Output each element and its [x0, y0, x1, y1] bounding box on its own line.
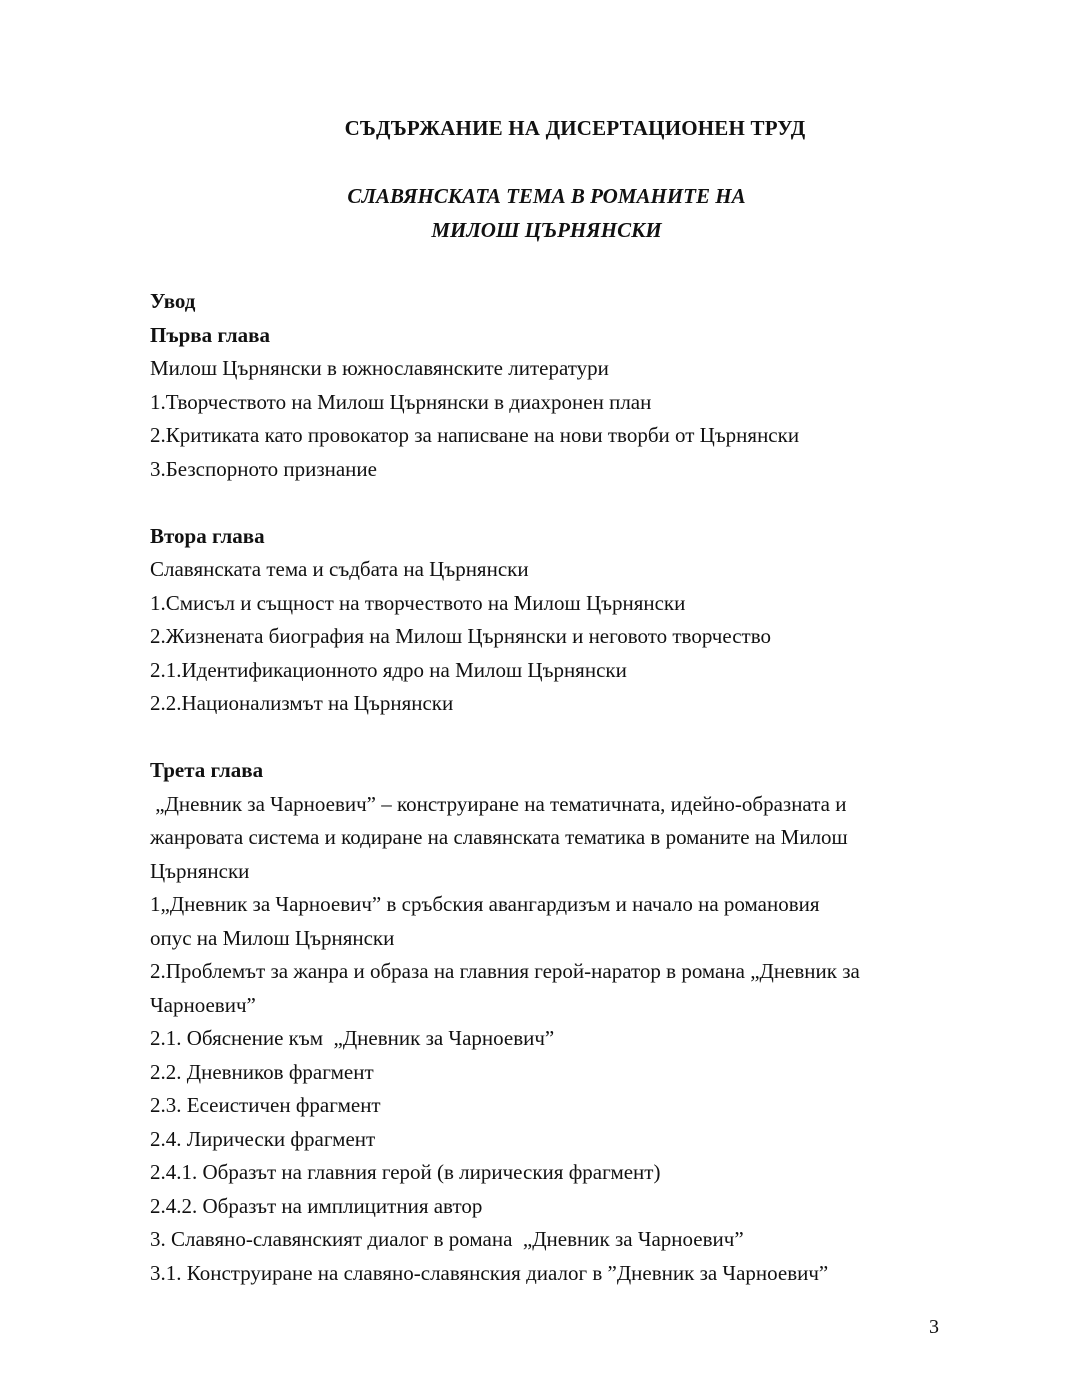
toc-item: 2.4.2. Образът на имплицитния автор	[150, 1193, 483, 1218]
toc-item: 2.1. Обяснение към „Дневник за Чарноевич”	[150, 1026, 555, 1050]
toc-item: Чарноевич”	[150, 992, 256, 1017]
toc-item: 3.Безспорното признание	[150, 456, 377, 481]
section-spacer	[150, 721, 950, 755]
toc-item: 2.4.1. Образът на главния герой (в лирическия фрагмент)	[150, 1160, 661, 1184]
toc-item: 2.Жизнената биография на Милош Църнянски и неговото творчество	[150, 624, 771, 648]
toc-item: 3. Славяно-славянският диалог в романа „Дневник за Чарноевич”	[150, 1227, 744, 1251]
chapter-1-title: Милош Църнянски в южнославянските литератури	[150, 356, 609, 380]
toc-item: опус на Милош Църнянски	[150, 925, 395, 950]
chapter-3-title-line: Църнянски	[150, 858, 250, 883]
dissertation-subtitle-line-2: МИЛОШ ЦЪРНЯНСКИ	[431, 218, 662, 242]
chapter-3-title-line: жанровата система и кодиране на славянската тематика в романите на Милош	[150, 825, 848, 849]
toc-item: 1.Смисъл и същност на творчеството на Милош Църнянски	[150, 590, 686, 615]
page-number: 3	[929, 1316, 939, 1338]
chapter-2-title: Славянската тема и съдбата на Църнянски	[150, 557, 529, 581]
chapter-3-heading: Трета глава	[150, 758, 264, 782]
toc-item: 2.2. Дневников фрагмент	[150, 1059, 374, 1084]
toc-item: 1.Творчеството на Милош Църнянски в диахронен план	[150, 389, 652, 414]
table-of-contents	[150, 285, 950, 1290]
chapter-1-heading: Първа глава	[150, 322, 270, 347]
dissertation-subtitle-line-1: СЛАВЯНСКАТА ТЕМА В РОМАНИТЕ НА	[347, 184, 746, 208]
toc-item: 2.Критиката като провокатор за написване на нови творби от Църнянски	[150, 423, 800, 447]
toc-item: 1„Дневник за Чарноевич” в сръбския авангардизъм и начало на романовия	[150, 892, 820, 916]
chapter-3-title-line: „Дневник за Чарноевич” – конструиране на тематичната, идейно-образната и	[150, 791, 847, 816]
toc-item: 2.4. Лирически фрагмент	[150, 1126, 376, 1151]
section-spacer	[150, 486, 950, 520]
toc-item: 2.Проблемът за жанра и образа на главния герой-наратор в романа „Дневник за	[150, 959, 860, 983]
toc-item: 2.1.Идентификационното ядро на Милош Църнянски	[150, 657, 627, 682]
toc-item: 2.3. Есеистичен фрагмент	[150, 1093, 381, 1117]
toc-intro-heading: Увод	[150, 289, 196, 313]
chapter-2-heading: Втора глава	[150, 523, 265, 548]
toc-item: 3.1. Конструиране на славяно-славянския диалог в ”Дневник за Чарноевич”	[150, 1260, 829, 1285]
document-title: СЪДЪРЖАНИЕ НА ДИСЕРТАЦИОНЕН ТРУД	[344, 116, 806, 140]
toc-item: 2.2.Национализмът на Църнянски	[150, 691, 454, 715]
